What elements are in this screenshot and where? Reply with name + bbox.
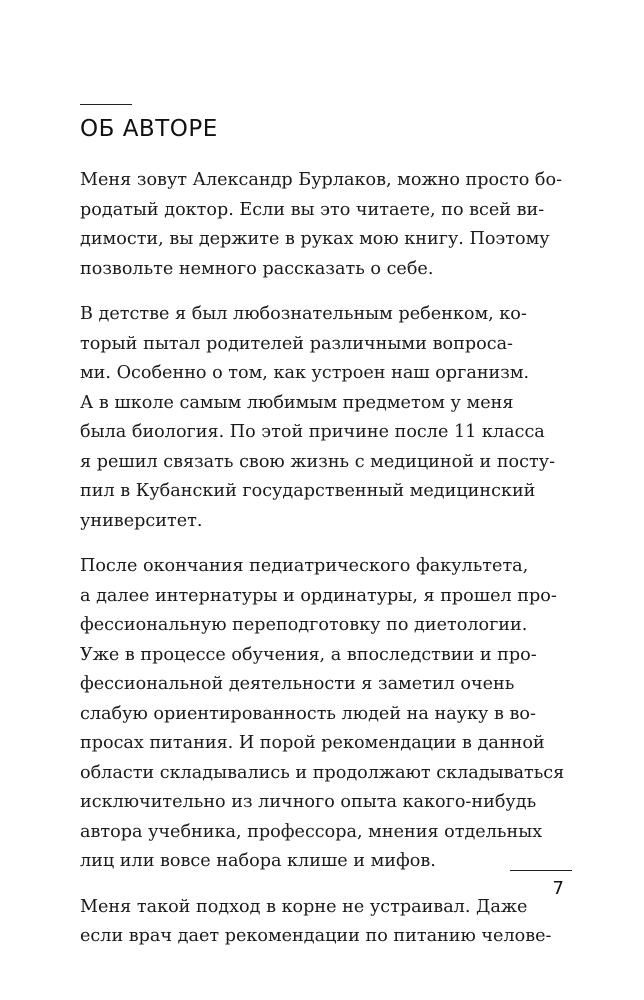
paragraph-3 <box>80 552 565 877</box>
text-line: области складывались и продолжают складываться <box>80 762 565 783</box>
text-line: просах питания. И порой рекомендации в данной <box>80 733 545 753</box>
top-rule <box>80 104 132 105</box>
text-line: родатый доктор. Если вы это читаете, по всей ви- <box>80 199 545 220</box>
text-line: была биология. По этой причине после 11 класса <box>80 422 545 442</box>
text-line: позвольте немного рассказать о себе. <box>80 258 434 279</box>
text-line: а далее интернатуры и ординатуры, я прошел про- <box>80 585 557 606</box>
paragraph-4 <box>80 893 552 952</box>
text-line: пил в Кубанский государственный медицинский <box>80 481 536 501</box>
text-line: фессиональную переподготовку по диетологии. <box>80 615 528 635</box>
text-line: димости, вы держите в руках мою книгу. Поэтому <box>80 229 550 249</box>
text-line: А в школе самым любимым предметом у меня <box>80 392 514 413</box>
text-line: После окончания педиатрического факультета, <box>80 556 529 576</box>
page-number: 7 <box>552 878 564 899</box>
text-line: Меня зовут Александр Бурлаков, можно просто бо- <box>80 170 563 190</box>
text-line: торый пытал родителей различными вопроса- <box>80 333 513 354</box>
text-line: автора учебника, профессора, мнения отдельных <box>80 821 543 842</box>
text-line: слабую ориентированность людей на науку в во- <box>80 703 536 724</box>
text-line: ми. Особенно о том, как устроен наш организм. <box>80 363 530 383</box>
text-line: если врач дает рекомендации по питанию челове- <box>80 926 552 946</box>
footer-rule <box>510 870 572 871</box>
body-text <box>80 166 565 968</box>
section-title: ОБ АВТОРЕ <box>80 116 218 142</box>
text-line: я решил связать свою жизнь с медициной и посту- <box>80 451 556 472</box>
paragraph-2 <box>80 300 556 536</box>
text-line: фессиональной деятельности я заметил очень <box>80 674 515 694</box>
text-line: Меня такой подход в корне не устраивал. Даже <box>80 896 528 917</box>
text-line: университет. <box>80 510 203 531</box>
text-line: лиц или вовсе набора клише и мифов. <box>80 851 436 871</box>
paragraph-1 <box>80 166 563 284</box>
text-line: Уже в процессе обучения, а впоследствии и про- <box>80 644 537 665</box>
text-line: В детстве я был любознательным ребенком, ко- <box>80 304 527 324</box>
text-line: исключительно из личного опыта какого-нибудь <box>80 792 537 812</box>
